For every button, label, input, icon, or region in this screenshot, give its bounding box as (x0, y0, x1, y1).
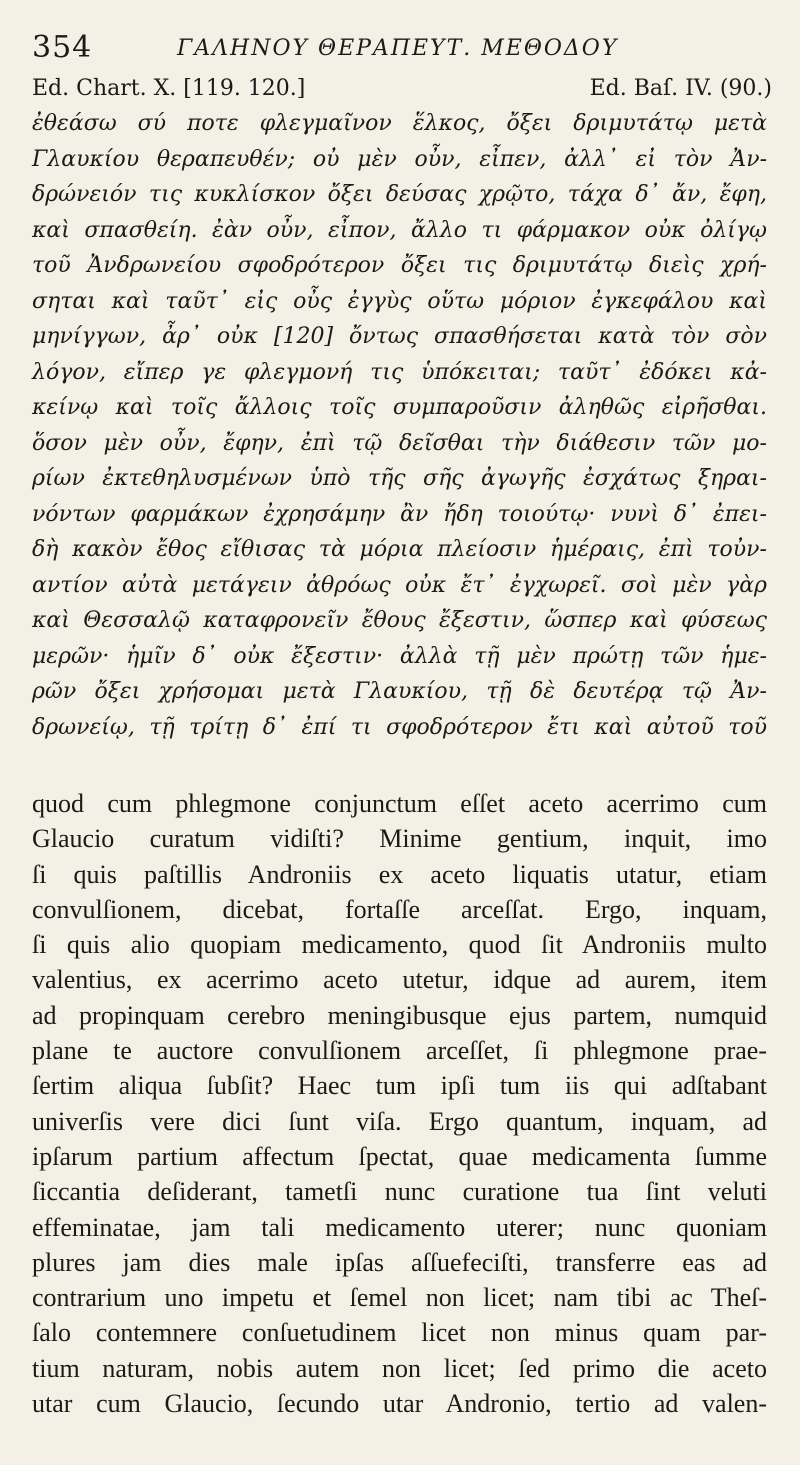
latin-line: ſertim aliqua ſubſit? Haec tum ipſi tum iis qui adſtabant (32, 1071, 767, 1101)
latin-line: ſalo contemnere conſuetudinem licet non minus quam par- (32, 1318, 767, 1348)
greek-line: σηται καὶ ταῦτ᾽ εἰς οὖς ἐγγὺς οὕτω μόριον ἐγκεφάλου καὶ (32, 288, 767, 314)
greek-line: καὶ σπασθείη. ἐὰν οὖν, εἶπον, ἄλλο τι φάρμακον οὐκ ὀλίγῳ (32, 217, 767, 243)
latin-line: valentius, ex acerrimo aceto utetur, idque ad aurem, item (32, 965, 767, 995)
edition-reference-basel: Ed. Baſ. IV. (90.) (589, 76, 772, 101)
greek-line: μερῶν· ἡμῖν δ᾽ οὐκ ἔξεστιν· ἀλλὰ τῇ μὲν πρώτῃ τῶν ἡμε- (32, 643, 767, 669)
latin-line: contrarium uno impetu et ſemel non licet; nam tibi ac Theſ- (32, 1283, 767, 1313)
greek-line: λόγον, εἴπερ γε φλεγμονή τις ὑπόκειται; ταῦτ᾽ ἐδόκει κἀ- (32, 359, 767, 385)
greek-line: ἐθεάσω σύ ποτε φλεγμαῖνον ἕλκος, ὄξει δριμυτάτῳ μετὰ (32, 111, 767, 136)
greek-line: δρωνείῳ, τῇ τρίτῃ δ᾽ ἐπί τι σφοδρότερον ἔτι καὶ αὐτοῦ τοῦ (32, 714, 767, 740)
page-number: 354 (32, 30, 93, 65)
greek-line: δρώνειόν τις κυκλίσκον ὄξει δεύσας χρῷτο, τάχα δ᾽ ἄν, ἔφη, (32, 182, 767, 207)
latin-line: utar cum Glaucio, ſecundo utar Andronio, tertio ad valen- (32, 1389, 767, 1419)
greek-line: ρῶν ὄξει χρήσομαι μετὰ Γλαυκίου, τῇ δὲ δευτέρᾳ τῷ Ἀν- (32, 679, 767, 704)
greek-line: κείνῳ καὶ τοῖς ἄλλοις τοῖς συμπαροῦσιν ἀληθῶς εἰρῆσθαι. (32, 395, 767, 420)
greek-line: Γλαυκίου θεραπευθέν; οὐ μὲν οὖν, εἶπεν, ἀλλ᾽ εἰ τὸν Ἀν- (32, 146, 767, 172)
latin-line: ad propinquam cerebro meningibusque ejus partem, numquid (32, 1000, 767, 1030)
latin-line: quod cum phlegmone conjunctum eſſet aceto acerrimo cum (32, 789, 767, 818)
greek-line: μηνίγγων, ἆρ᾽ οὐκ [120] ὄντως σπασθήσεται κατὰ τὸν σὸν (32, 324, 767, 349)
latin-line: effeminatae, jam tali medicamento uterer; nunc quoniam (32, 1212, 767, 1242)
greek-line: αντίον αὐτὰ μετάγειν ἀθρόως οὐκ ἔτ᾽ ἐγχωρεῖ. σοὶ μὲν γὰρ (32, 572, 767, 598)
greek-text-block (32, 106, 767, 745)
latin-line: convulſionem, dicebat, fortaſſe arceſſat. Ergo, inquam, (32, 894, 767, 924)
latin-line: plane te auctore convulſionem arceſſet, ſi phlegmone prae- (32, 1036, 767, 1066)
greek-line: δὴ κακὸν ἔθος εἴθισας τὰ μόρια πλείοσιν ἡμέραις, ἐπὶ τοὐν- (32, 537, 767, 562)
greek-line: ρίων ἐκτεθηλυσμένων ὑπὸ τῆς σῆς ἀγωγῆς ἐσχάτως ξηραι- (32, 466, 767, 491)
latin-line: Glaucio curatum vidiſti? Minime gentium, inquit, imo (32, 824, 767, 854)
latin-line: univerſis vere dici ſunt viſa. Ergo quantum, inquam, ad (32, 1106, 767, 1136)
greek-line: καὶ Θεσσαλῷ καταφρονεῖν ἔθους ἔξεστιν, ὥσπερ καὶ φύσεως (32, 608, 767, 633)
page-header (32, 28, 772, 68)
latin-line: ſiccantia deſiderant, tametſi nunc curatione tua ſint veluti (32, 1177, 767, 1207)
latin-text-block (32, 786, 767, 1421)
greek-line: τοῦ Ἀνδρωνείου σφοδρότερον ὄξει τις δριμυτάτῳ διεὶς χρή- (32, 253, 767, 278)
edition-reference-row (32, 76, 772, 108)
latin-line: tium naturam, nobis autem non licet; ſed primo die aceto (32, 1353, 767, 1383)
latin-line: ſi quis alio quopiam medicamento, quod ſit Androniis multo (32, 930, 767, 960)
latin-line: ipſarum partium affectum ſpectat, quae medicamenta ſumme (32, 1141, 767, 1171)
running-title: ΓΑΛΗΝΟΥ ΘΕΡΑΠΕΥΤ. ΜΕΘΟΔΟΥ (177, 36, 619, 61)
greek-line: ὅσον μὲν οὖν, ἔφην, ἐπὶ τῷ δεῖσθαι τὴν διάθεσιν τῶν μο- (32, 430, 767, 456)
edition-reference-chartier: Ed. Chart. X. [119. 120.] (32, 76, 306, 101)
latin-line: ſi quis paſtillis Androniis ex aceto liquatis utatur, etiam (32, 859, 767, 889)
greek-line: νόντων φαρμάκων ἐχρησάμην ἂν ἤδη τοιούτῳ· νυνὶ δ᾽ ἐπει- (32, 501, 767, 527)
latin-line: plures jam dies male ipſas aſſuefeciſti, transferre eas ad (32, 1247, 767, 1277)
